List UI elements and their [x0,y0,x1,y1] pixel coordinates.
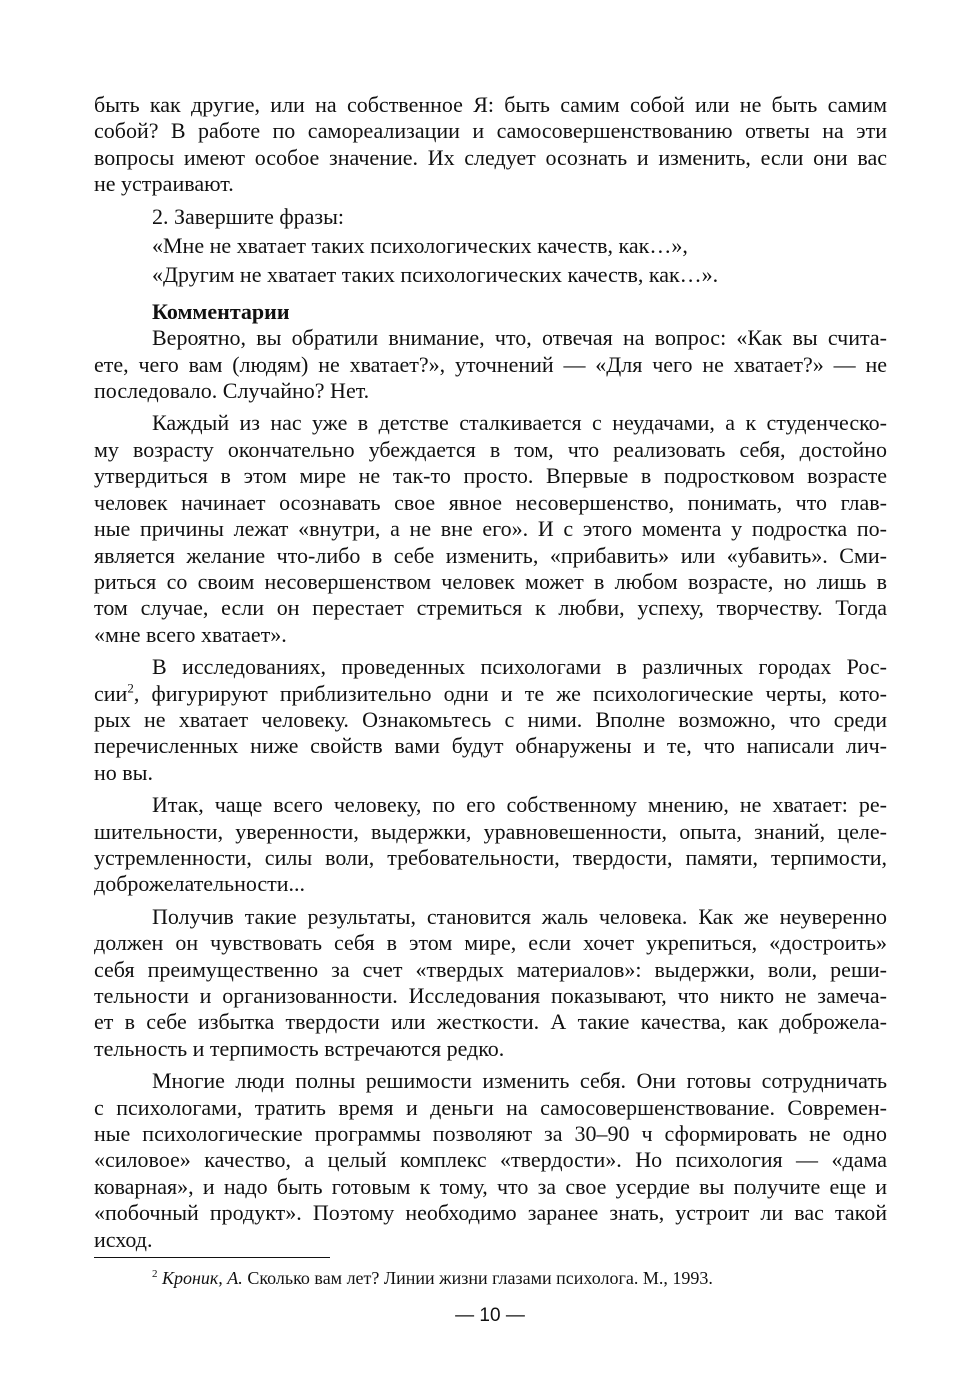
text-line: тельности и организованности. Исследования показывают, что никто не замеча- [94,983,887,1008]
text-line: с психологами, тратить время и деньги на самосовершенствование. Современ- [94,1094,887,1120]
text-line: коварная», и надо быть готовым к тому, что за свое усердие вы получите еще и [94,1173,887,1199]
document-body [94,92,887,1253]
text-line: «мне всего хватает». [94,621,287,647]
paragraph [94,792,887,898]
text-line: «побочный продукт». Поэтому необходимо заранее знать, устроит ли вас такой [94,1200,887,1226]
text-line: риться со своим несовершенством человек может в любом возрасте, но лишь в [94,568,887,594]
comments-section [94,299,887,405]
paragraph [94,410,887,648]
text-line: ете, чего вам (людям) не хватает?», уточнений — «Для чего не хватает?» — не [94,351,887,377]
text-fragment: сии [94,680,128,706]
text-line: Многие люди полны решимости изменить себя. Они готовы сотрудничать [152,1068,887,1094]
text-line: себя преимущественно за счет «твердых материалов»: выдержки, воли, реши- [94,956,887,982]
paragraph [94,1068,887,1253]
text-line: тельность и терпимость встречаются редко. [94,1035,505,1061]
footnote-reference[interactable]: 2 [127,680,134,696]
paragraph [94,904,887,1062]
section-heading: Комментарии [152,298,290,324]
text-line: быть как другие, или на собственное Я: быть самим собой или не быть самим [94,92,887,117]
text-line [94,681,887,707]
text-line: Вероятно, вы обратили внимание, что, отвечая на вопрос: «Как вы счита- [152,325,887,351]
text-line: собой? В работе по самореализации и самосовершенствованию ответы на эти [94,118,887,144]
paragraph [94,654,887,786]
text-line: ные психологические программы позволяют за 30–90 ч сформировать не одно [94,1121,887,1147]
footnote-number: 2 [152,1268,158,1280]
text-line: 2. Завершите фразы: [152,203,345,229]
text-line: ет в себе избытка твердости или жесткости. А такие качества, как доброжела- [94,1009,887,1035]
text-line: утвердиться в этом мире не так-то просто. Впервые в подростковом возрасте [94,463,887,489]
footnote-divider [94,1257,330,1258]
text-line: «Мне не хватает таких психологических качеств, как…», [152,233,688,259]
text-line: последовало. Случайно? Нет. [94,378,370,404]
exercise-block [94,204,887,289]
text-line: В исследованиях, проведенных психологами в различных городах Рос- [152,654,887,680]
footnote-author: Кроник, А. [162,1268,243,1288]
footnote [152,1267,713,1289]
text-line: вопросы имеют особое значение. Их следует осознать и изменить, если они вас [94,144,887,170]
text-line: ные причины лежат «внутри, а не вне его». И с этого момента у подростка по- [94,516,887,542]
text-line: но вы. [94,759,153,785]
text-line: должен он чувствовать себя в этом мире, если хочет укрепиться, «достроить» [94,930,887,956]
text-line: является желание что-либо в себе изменить, «прибавить» или «убавить». Сми- [94,542,887,568]
paragraph [94,92,887,198]
text-line: «силовое» качество, а целый комплекс «твердости». Но психология — «дама [94,1147,887,1173]
text-line: не устраивают. [94,171,234,197]
text-line: Итак, чаще всего человеку, по его собственному мнению, не хватает: ре- [152,792,887,818]
text-line: устремленности, силы воли, требовательности, твердости, памяти, терпимости, [94,844,887,870]
footnote-text: Сколько вам лет? Линии жизни глазами психолога. М., 1993. [242,1268,713,1288]
text-line: «Другим не хватает таких психологических качеств, как…». [152,262,719,288]
text-line: му возрасту окончательно убеждается в том, что реализовать себя, достойно [94,436,887,462]
text-fragment: , фигурируют приблизительно одни и те же психологические черты, кото- [133,680,887,706]
text-line: шительности, уверенности, выдержки, уравновешенности, опыта, знаний, целе- [94,818,887,844]
text-line: исход. [94,1226,153,1252]
text-line: Получив такие результаты, становится жаль человека. Как же неуверенно [152,903,887,929]
text-line: том случае, если он перестает стремиться к любви, успеху, творчеству. Тогда [94,595,887,621]
text-line: доброжелательности... [94,871,306,897]
text-line: человек начинает осознавать свое явное несовершенство, понимать, что глав- [94,489,887,515]
text-line: перечисленных ниже свойств вами будут обнаружены и те, что написали лич- [94,733,887,759]
text-line: Каждый из нас уже в детстве сталкивается с неудачами, а к студенческо- [152,410,887,436]
page-number: — 10 — [455,1305,525,1326]
text-line: рых не хватает человеку. Ознакомьтесь с ними. Вполне возможно, что среди [94,706,887,732]
